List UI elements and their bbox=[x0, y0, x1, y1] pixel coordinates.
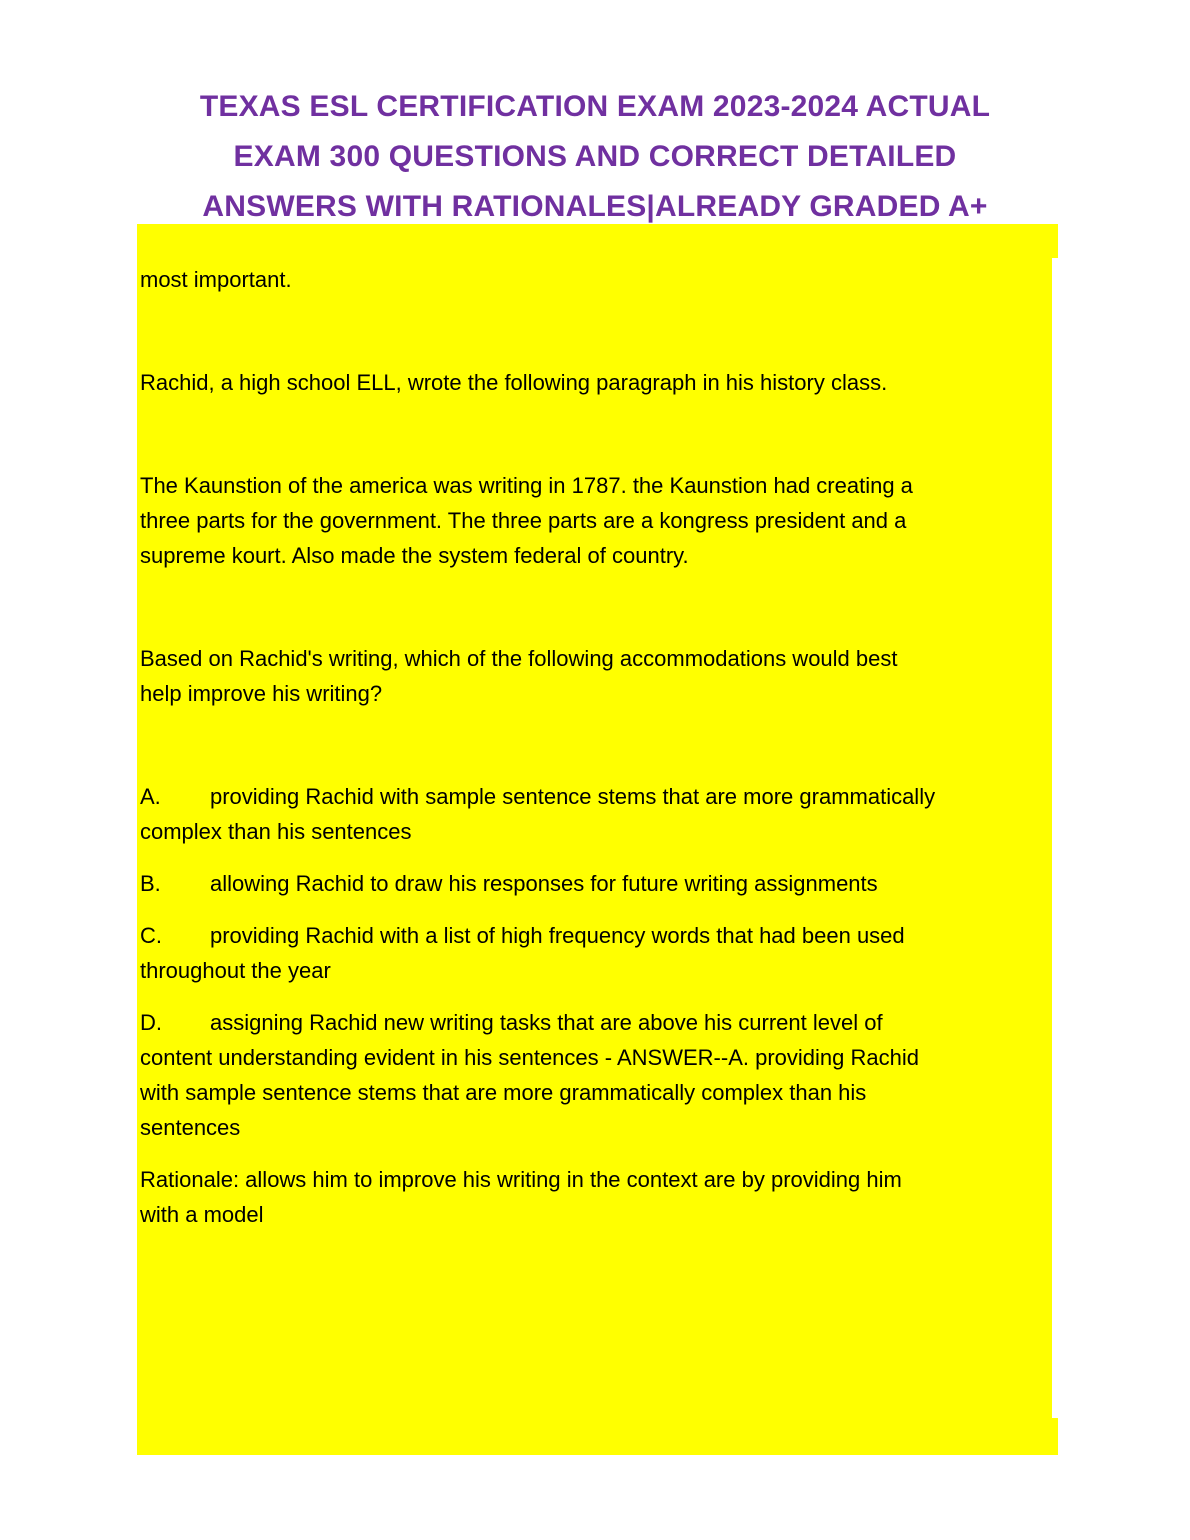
question-content bbox=[140, 262, 1045, 1232]
rationale-line: Rationale: allows him to improve his writing in the context are by providing him bbox=[140, 1167, 902, 1192]
title-line-2: EXAM 300 QUESTIONS AND CORRECT DETAILED bbox=[233, 140, 957, 173]
question-line: Based on Rachid's writing, which of the following accommodations would best bbox=[140, 646, 898, 671]
highlight-band-top bbox=[137, 224, 1058, 258]
option-text: assigning Rachid new writing tasks that are above his current level of bbox=[210, 1010, 883, 1035]
option-d bbox=[140, 1005, 1045, 1145]
title-line-1: TEXAS ESL CERTIFICATION EXAM 2023-2024 ACTUAL bbox=[199, 90, 991, 123]
title-line-3: ANSWERS WITH RATIONALES|ALREADY GRADED A+ bbox=[202, 190, 988, 223]
option-text-continued: complex than his sentences bbox=[140, 819, 412, 844]
option-text-continued: sentences bbox=[140, 1115, 241, 1140]
option-text-continued: with sample sentence stems that are more grammatically complex than his bbox=[140, 1080, 867, 1105]
option-letter: D. bbox=[140, 1010, 162, 1035]
question-line: help improve his writing? bbox=[140, 681, 383, 706]
option-letter: B. bbox=[140, 871, 161, 896]
student-paragraph-line: supreme kourt. Also made the system federal of country. bbox=[140, 543, 689, 568]
document-title bbox=[120, 82, 1070, 232]
option-letter: A. bbox=[140, 784, 161, 809]
option-text-continued: throughout the year bbox=[140, 958, 331, 983]
highlight-band-bottom bbox=[137, 1418, 1058, 1455]
option-c bbox=[140, 918, 1045, 988]
option-b bbox=[140, 866, 1045, 901]
carryover-text: most important. bbox=[140, 267, 292, 292]
option-text-continued: content understanding evident in his sentences - ANSWER--A. providing Rachid bbox=[140, 1045, 919, 1070]
option-text: providing Rachid with sample sentence stems that are more grammatically bbox=[210, 784, 936, 809]
option-letter: C. bbox=[140, 923, 162, 948]
option-text: providing Rachid with a list of high frequency words that had been used bbox=[210, 923, 905, 948]
student-paragraph-line: three parts for the government. The three parts are a kongress president and a bbox=[140, 508, 907, 533]
student-paragraph bbox=[140, 468, 1045, 573]
question-prompt bbox=[140, 641, 1045, 711]
option-text: allowing Rachid to draw his responses for future writing assignments bbox=[210, 871, 878, 896]
student-paragraph-line: The Kaunstion of the america was writing in 1787. the Kaunstion had creating a bbox=[140, 473, 913, 498]
rationale-line: with a model bbox=[140, 1202, 264, 1227]
rationale bbox=[140, 1162, 1045, 1232]
option-a bbox=[140, 779, 1045, 849]
intro-text: Rachid, a high school ELL, wrote the following paragraph in his history class. bbox=[140, 370, 888, 395]
